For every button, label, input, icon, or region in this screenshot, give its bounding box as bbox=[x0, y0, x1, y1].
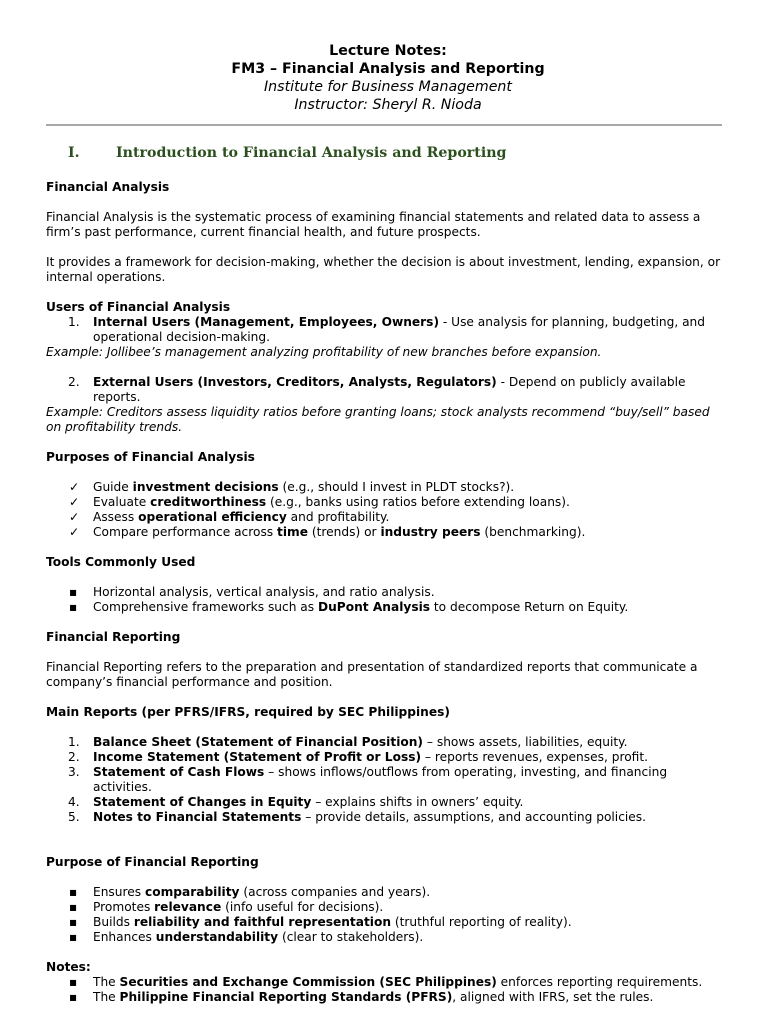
item-text: – shows inflows/outflows from operating, investing, and financing activities. bbox=[93, 765, 668, 794]
item-title: Internal Users (Management, Employees, Owners) bbox=[93, 315, 440, 329]
list-number: 4. bbox=[68, 795, 80, 809]
square-bullet-icon: ▪ bbox=[69, 930, 78, 944]
item-text: Assess bbox=[93, 510, 139, 524]
financial-analysis-definition: Financial Analysis is the systematic process of examining financial statements and related data to assess a firm’s past performance, current financial health, and future prospects. bbox=[46, 210, 701, 239]
item-title: Statement of Changes in Equity bbox=[93, 795, 312, 809]
checkmark-icon: ✓ bbox=[69, 510, 80, 524]
header-divider bbox=[46, 124, 722, 126]
item-title: Notes to Financial Statements bbox=[93, 810, 302, 824]
item-emphasis: comparability bbox=[144, 885, 240, 899]
purposes-list bbox=[46, 480, 726, 540]
course-title: FM3 – Financial Analysis and Reporting bbox=[231, 61, 545, 77]
notes-list bbox=[46, 975, 726, 1005]
checkmark-icon: ✓ bbox=[69, 480, 80, 494]
item-emphasis: Securities and Exchange Commission (SEC Philippines) bbox=[119, 975, 497, 989]
item-text: The bbox=[93, 975, 120, 989]
example-text: Example: Jollibee’s management analyzing profitability of new branches before expansion. bbox=[46, 345, 602, 359]
item-text: (across companies and years). bbox=[239, 885, 431, 899]
tools-list bbox=[46, 585, 726, 615]
list-item bbox=[46, 585, 726, 600]
square-bullet-icon: ▪ bbox=[69, 585, 78, 599]
list-number: 1. bbox=[68, 735, 80, 749]
checkmark-icon: ✓ bbox=[69, 525, 80, 539]
square-bullet-icon: ▪ bbox=[69, 990, 78, 1004]
item-text: (e.g., banks using ratios before extending loans). bbox=[266, 495, 570, 509]
list-item bbox=[46, 885, 726, 900]
document-header bbox=[46, 42, 726, 114]
list-number: 2. bbox=[68, 375, 80, 389]
list-item bbox=[46, 915, 726, 930]
item-emphasis: creditworthiness bbox=[150, 495, 267, 509]
purposes-heading: Purposes of Financial Analysis bbox=[46, 450, 255, 464]
item-text: (info useful for decisions). bbox=[221, 900, 384, 914]
item-emphasis: relevance bbox=[154, 900, 222, 914]
list-item bbox=[46, 765, 726, 795]
list-item bbox=[46, 600, 726, 615]
item-text: – explains shifts in owners’ equity. bbox=[311, 795, 524, 809]
list-number: 2. bbox=[68, 750, 80, 764]
list-item bbox=[46, 525, 726, 540]
item-title: Balance Sheet (Statement of Financial Position) bbox=[93, 735, 423, 749]
item-text: Builds bbox=[93, 915, 134, 929]
item-title: External Users (Investors, Creditors, Analysts, Regulators) bbox=[93, 375, 497, 389]
item-text: (truthful reporting of reality). bbox=[391, 915, 572, 929]
item-text: Promotes bbox=[93, 900, 155, 914]
item-text: enforces reporting requirements. bbox=[496, 975, 703, 989]
list-item bbox=[46, 495, 726, 510]
item-text: Comprehensive frameworks such as bbox=[93, 600, 319, 614]
list-item bbox=[46, 990, 726, 1005]
item-text: Ensures bbox=[93, 885, 145, 899]
list-item bbox=[46, 480, 726, 495]
document-body bbox=[46, 180, 726, 1005]
header-title: Lecture Notes: bbox=[329, 43, 447, 59]
item-emphasis: industry peers bbox=[380, 525, 481, 539]
purpose-reporting-list bbox=[46, 885, 726, 945]
main-reports-heading: Main Reports (per PFRS/IFRS, required by SEC Philippines) bbox=[46, 705, 450, 719]
item-text: to decompose Return on Equity. bbox=[430, 600, 629, 614]
financial-analysis-framework: It provides a framework for decision-making, whether the decision is about investment, lending, expansion, or internal operations. bbox=[46, 255, 721, 284]
item-text: – shows assets, liabilities, equity. bbox=[423, 735, 628, 749]
list-item bbox=[46, 930, 726, 945]
item-text: – reports revenues, expenses, profit. bbox=[421, 750, 648, 764]
users-heading: Users of Financial Analysis bbox=[46, 300, 231, 314]
square-bullet-icon: ▪ bbox=[69, 915, 78, 929]
list-item bbox=[46, 975, 726, 990]
item-title: Statement of Cash Flows bbox=[93, 765, 265, 779]
item-text: (trends) or bbox=[308, 525, 381, 539]
financial-reporting-definition: Financial Reporting refers to the preparation and presentation of standardized reports that communicate a company’s financial performance and position. bbox=[46, 660, 698, 689]
item-text: Evaluate bbox=[93, 495, 151, 509]
item-emphasis: Philippine Financial Reporting Standards (PFRS) bbox=[119, 990, 453, 1004]
item-emphasis: DuPont Analysis bbox=[318, 600, 431, 614]
main-reports-list bbox=[46, 735, 726, 825]
list-number: 3. bbox=[68, 765, 80, 779]
item-text: - Use analysis for planning, budgeting, and operational decision-making. bbox=[93, 315, 706, 344]
item-text: - Depend on publicly available reports. bbox=[93, 375, 686, 404]
item-text: (clear to stakeholders). bbox=[278, 930, 424, 944]
financial-reporting-heading: Financial Reporting bbox=[46, 630, 181, 644]
square-bullet-icon: ▪ bbox=[69, 975, 78, 989]
item-emphasis: reliability and faithful representation bbox=[133, 915, 392, 929]
example-text: Example: Creditors assess liquidity ratios before granting loans; stock analysts recommend “buy/sell” based on profitability trends. bbox=[46, 405, 710, 434]
section-heading bbox=[68, 146, 506, 161]
notes-heading: Notes: bbox=[46, 960, 91, 974]
financial-analysis-heading: Financial Analysis bbox=[46, 180, 170, 194]
checkmark-icon: ✓ bbox=[69, 495, 80, 509]
square-bullet-icon: ▪ bbox=[69, 885, 78, 899]
item-text: The bbox=[93, 990, 120, 1004]
list-item bbox=[46, 375, 726, 405]
list-number: 1. bbox=[68, 315, 80, 329]
item-emphasis: operational efficiency bbox=[138, 510, 287, 524]
item-text: Enhances bbox=[93, 930, 156, 944]
item-text: (e.g., should I invest in PLDT stocks?). bbox=[278, 480, 515, 494]
list-item bbox=[46, 510, 726, 525]
list-item bbox=[46, 735, 726, 750]
section-number: I. bbox=[68, 145, 80, 161]
item-text: Horizontal analysis, vertical analysis, and ratio analysis. bbox=[93, 585, 435, 599]
list-item bbox=[46, 810, 726, 825]
item-text: and profitability. bbox=[286, 510, 390, 524]
list-item bbox=[46, 750, 726, 765]
list-item bbox=[46, 315, 726, 345]
item-text: – provide details, assumptions, and accounting policies. bbox=[301, 810, 647, 824]
list-item bbox=[46, 795, 726, 810]
item-emphasis: investment decisions bbox=[132, 480, 279, 494]
instructor-name: Instructor: Sheryl R. Nioda bbox=[294, 97, 482, 113]
list-number: 5. bbox=[68, 810, 80, 824]
item-text: Guide bbox=[93, 480, 133, 494]
item-text: Compare performance across bbox=[93, 525, 278, 539]
list-item bbox=[46, 900, 726, 915]
item-title: Income Statement (Statement of Profit or Loss) bbox=[93, 750, 422, 764]
section-title: Introduction to Financial Analysis and Reporting bbox=[116, 145, 507, 161]
item-text: , aligned with IFRS, set the rules. bbox=[452, 990, 654, 1004]
users-list bbox=[46, 315, 726, 435]
purpose-reporting-heading: Purpose of Financial Reporting bbox=[46, 855, 259, 869]
item-text: (benchmarking). bbox=[480, 525, 586, 539]
item-emphasis: time bbox=[277, 525, 308, 539]
square-bullet-icon: ▪ bbox=[69, 600, 78, 614]
institute-name: Institute for Business Management bbox=[264, 79, 512, 95]
document-page bbox=[46, 42, 726, 114]
square-bullet-icon: ▪ bbox=[69, 900, 78, 914]
item-emphasis: understandability bbox=[155, 930, 279, 944]
tools-heading: Tools Commonly Used bbox=[46, 555, 196, 569]
